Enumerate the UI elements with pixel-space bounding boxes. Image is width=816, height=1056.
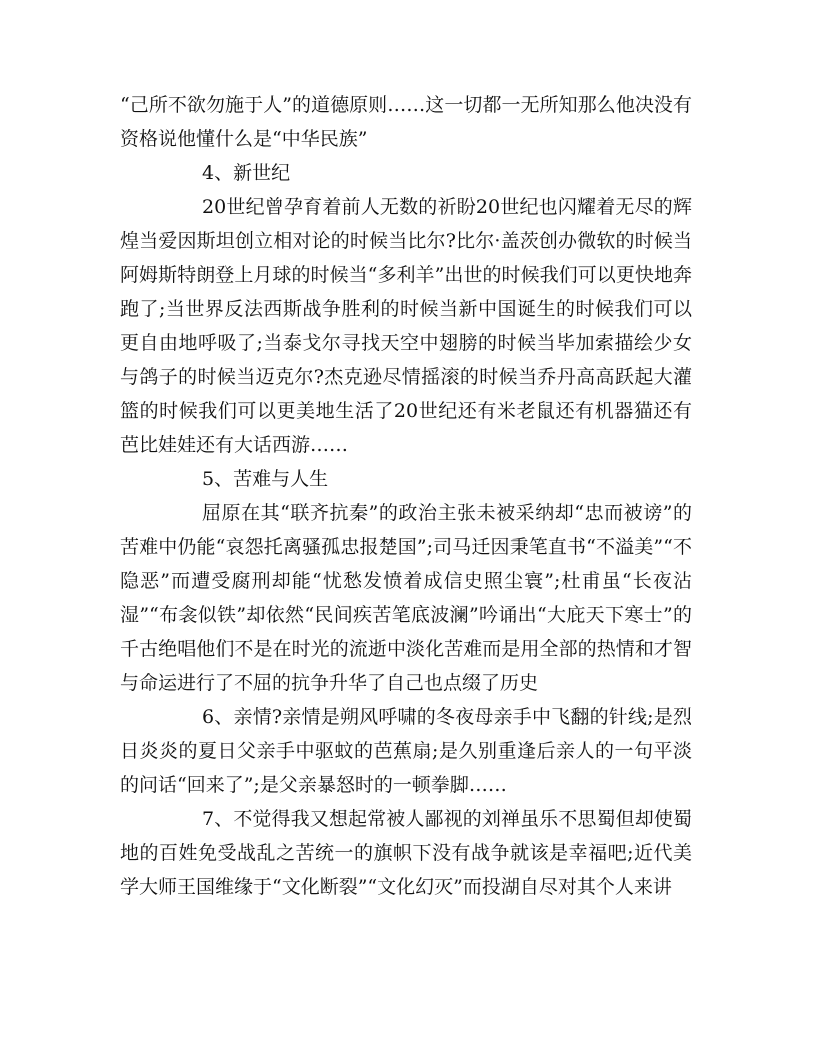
paragraph-hardship-and-life: 屈原在其“联齐抗秦”的政治主张未被采纳却“忠而被谤”的苦难中仍能“哀怨托离骚孤忠报楚国”;司马迁因秉笔直书“不溢美”“不隐恶”而遭受腐刑却能“忧愁发愤着成信史照尘寰”;杜甫虽“长夜沾湿”“布衾似铁”却依然“民间疾苦笔底波澜”吟诵出“大庇天下寒士”的千古绝唱他们不是在时光的流逝中淡化苦难而是用全部的热情和才智与命运进行了不屈的抗争升华了自己也点缀了历史: [120, 502, 692, 694]
paragraph-new-century: 20世纪曾孕育着前人无数的祈盼20世纪也闪耀着无尽的辉煌当爱因斯坦创立相对论的时候当比尔?比尔·盖茨创办微软的时候当阿姆斯特朗登上月球的时候当“多利羊”出世的时候我们可以更快地奔跑了;当世界反法西斯战争胜利的时候当新中国诞生的时候我们可以更自由地呼吸了;当泰戈尔寻找天空中翅膀的时候当毕加索描绘少女与鸽子的时候当迈克尔?杰克逊尽情摇滚的时候当乔丹高高跃起大灌篮的时候我们可以更美地生活了20世纪还有米老鼠还有机器猫还有芭比娃娃还有大话西游……: [120, 196, 692, 456]
heading-hardship-and-life: 5、苦难与人生: [202, 468, 329, 490]
document-body: [120, 88, 692, 904]
paragraph-liu-chan: 7、不觉得我又想起常被人鄙视的刘禅虽乐不思蜀但却使蜀地的百姓免受战乱之苦统一的旗帜下没有战争就该是幸福吧;近代美学大师王国维缘于“文化断裂”“文化幻灭”而投湖自尽对其个人来讲: [120, 808, 692, 898]
heading-new-century: 4、新世纪: [202, 162, 291, 184]
paragraph-family-affection: 6、亲情?亲情是朔风呼啸的冬夜母亲手中飞翻的针线;是烈日炎炎的夏日父亲手中驱蚊的芭蕉扇;是久别重逢后亲人的一句平淡的问话“回来了”;是父亲暴怒时的一顿拳脚……: [120, 706, 692, 796]
paragraph-continuation: “己所不欲勿施于人”的道德原则……这一切都一无所知那么他决没有资格说他懂什么是“中华民族”: [120, 94, 692, 150]
